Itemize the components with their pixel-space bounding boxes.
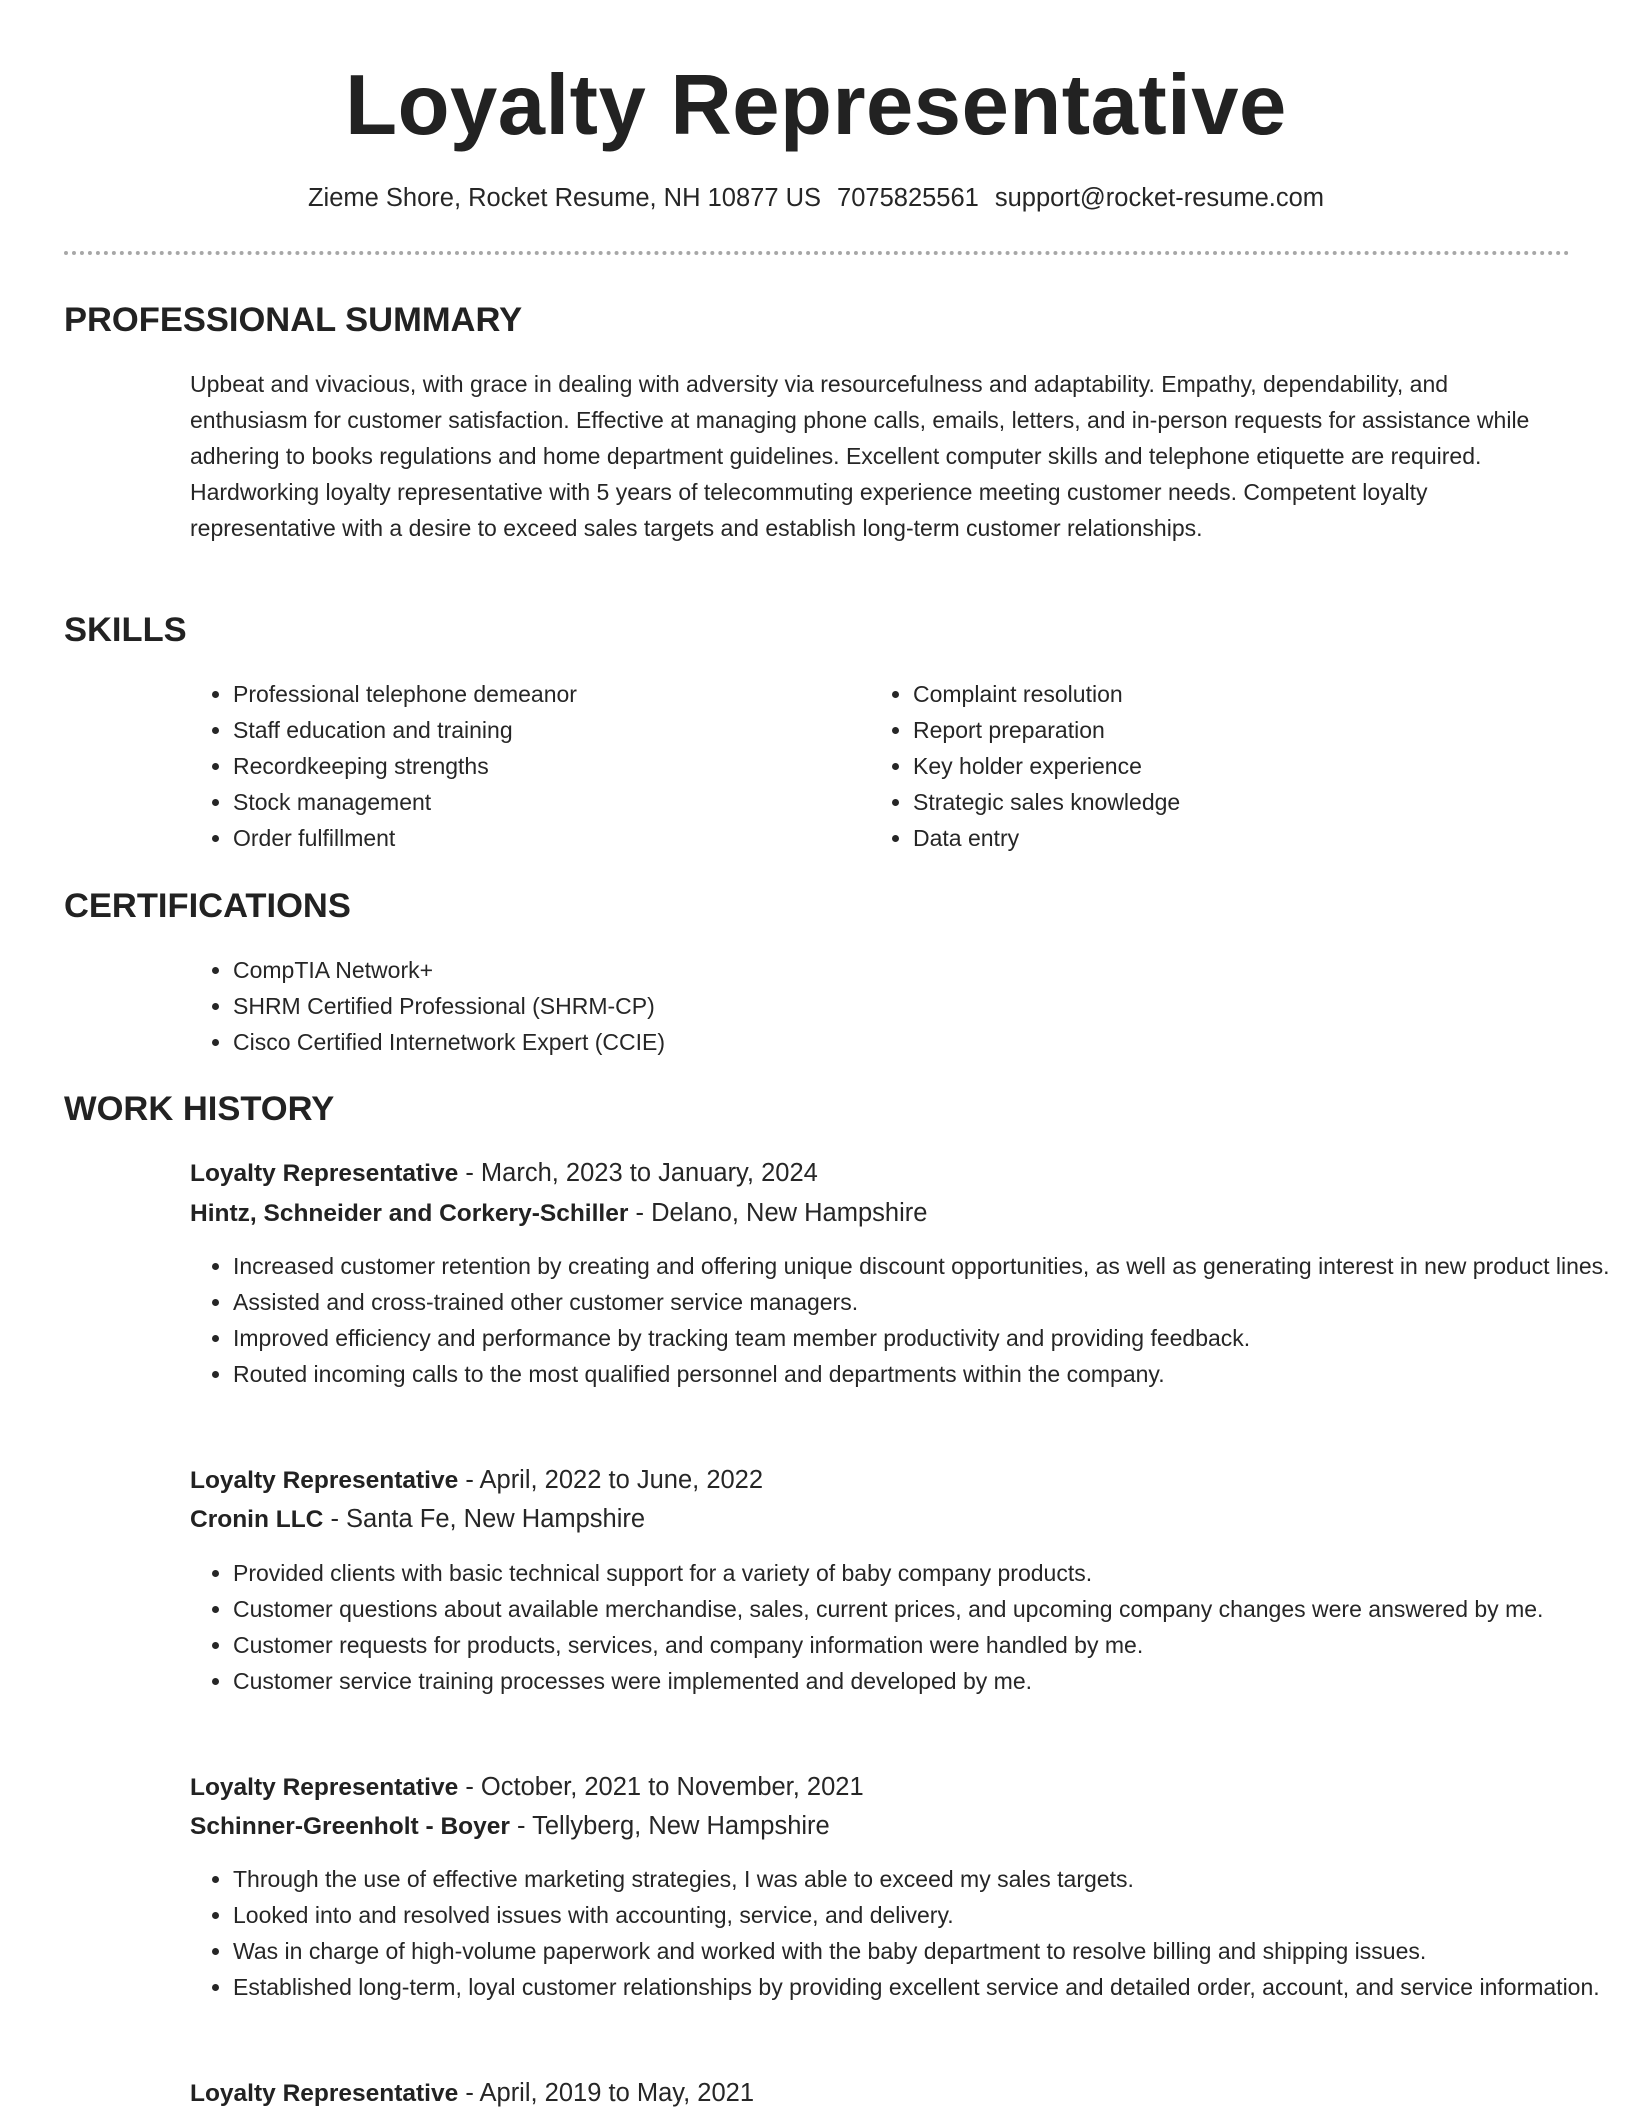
skills-list-left <box>189 676 833 856</box>
skill-item: • Data entry <box>913 820 1513 856</box>
skill-item: • Key holder experience <box>913 748 1513 784</box>
job-role: Loyalty Representative <box>190 2080 459 2107</box>
job-role: Loyalty Representative <box>190 1467 459 1494</box>
skill-item: • Staff education and training <box>233 712 833 748</box>
summary-text: Upbeat and vivacious, with grace in dealing with adversity via resourcefulness and adaptability. Empathy, dependability, and enthusiasm for customer satisfaction. Effective at managing phone calls, emails, letters, and in-person requests for assistance while adhering to books regulations and home department guidelines. Excellent computer skills and telephone etiquette are required. Hardworking loyalty representative with 5 years of telecommuting experience meeting customer needs. Competent loyalty representative with a desire to exceed sales targets and establish long-term customer relationships. <box>190 371 1530 541</box>
job-role: Loyalty Representative <box>190 1774 459 1801</box>
job-title-line <box>190 1461 763 1500</box>
job-dates: - April, 2022 to June, 2022 <box>458 1466 764 1494</box>
job-bullet: • Looked into and resolved issues with accounting, service, and delivery. <box>233 1897 1613 1933</box>
section-title-summary: PROFESSIONAL SUMMARY <box>64 301 523 339</box>
job-company: Cronin LLC <box>190 1506 324 1533</box>
job-bullets <box>189 1248 1613 1392</box>
skill-item: • Report preparation <box>913 712 1513 748</box>
job-bullet: • Assisted and cross-trained other customer service managers. <box>233 1284 1613 1320</box>
job-title-line <box>190 1768 864 1807</box>
job-role: Loyalty Representative <box>190 1160 459 1187</box>
job-bullet: • Customer requests for products, services, and company information were handled by me. <box>233 1627 1613 1663</box>
job-bullet: • Increased customer retention by creating and offering unique discount opportunities, as well as generating interest in new product lines. <box>233 1248 1613 1284</box>
job-bullets <box>189 1555 1613 1699</box>
skill-item: • Stock management <box>233 784 833 820</box>
job-title-line <box>190 1154 818 1193</box>
job-company-line <box>190 1194 927 1233</box>
certification-item: • CompTIA Network+ <box>233 952 1533 988</box>
job-bullet: • Improved efficiency and performance by tracking team member productivity and providing feedback. <box>233 1320 1613 1356</box>
skill-item: • Strategic sales knowledge <box>913 784 1513 820</box>
job-dates: - April, 2019 to May, 2021 <box>458 2079 755 2107</box>
contact-line <box>0 178 1632 218</box>
job-bullet: • Through the use of effective marketing strategies, I was able to exceed my sales targets. <box>233 1861 1613 1897</box>
job-bullet: • Customer questions about available merchandise, sales, current prices, and upcoming company changes were answered by me. <box>233 1591 1613 1627</box>
job-company-line <box>190 1807 830 1846</box>
section-title-skills: SKILLS <box>64 611 187 649</box>
contact-phone: 7075825561 <box>837 184 979 212</box>
section-title-work-history: WORK HISTORY <box>64 1090 335 1128</box>
certification-item: • Cisco Certified Internetwork Expert (CCIE) <box>233 1024 1533 1060</box>
resume-name-heading: Loyalty Representative <box>345 58 1287 153</box>
job-dates: - October, 2021 to November, 2021 <box>458 1773 864 1801</box>
job-bullets <box>189 1861 1613 2005</box>
skills-list-right <box>869 676 1513 856</box>
header-divider <box>64 251 1570 255</box>
job-company: Hintz, Schneider and Corkery-Schiller <box>190 1200 629 1227</box>
contact-email: support@rocket-resume.com <box>994 184 1325 212</box>
job-bullet: • Customer service training processes were implemented and developed by me. <box>233 1663 1613 1699</box>
section-title-certifications: CERTIFICATIONS <box>64 887 351 925</box>
skill-item: • Recordkeeping strengths <box>233 748 833 784</box>
job-bullet: • Provided clients with basic technical support for a variety of baby company products. <box>233 1555 1613 1591</box>
job-location: - Santa Fe, New Hampshire <box>323 1505 646 1533</box>
skill-item: • Order fulfillment <box>233 820 833 856</box>
certifications-list <box>189 952 1533 1060</box>
job-location: - Delano, New Hampshire <box>628 1199 928 1227</box>
skill-item: • Professional telephone demeanor <box>233 676 833 712</box>
job-location: - Tellyberg, New Hampshire <box>509 1812 830 1840</box>
job-bullet: • Was in charge of high-volume paperwork and worked with the baby department to resolve billing and shipping issues. <box>233 1933 1613 1969</box>
job-title-line <box>190 2074 754 2113</box>
certification-item: • SHRM Certified Professional (SHRM-CP) <box>233 988 1533 1024</box>
job-company-line <box>190 1500 645 1539</box>
job-bullet: • Routed incoming calls to the most qualified personnel and departments within the company. <box>233 1356 1613 1392</box>
skill-item: • Complaint resolution <box>913 676 1513 712</box>
job-bullet: • Established long-term, loyal customer relationships by providing excellent service and detailed order, account, and service information. <box>233 1969 1613 2005</box>
job-dates: - March, 2023 to January, 2024 <box>458 1159 818 1187</box>
contact-address: Zieme Shore, Rocket Resume, NH 10877 US <box>307 184 822 212</box>
job-company: Schinner-Greenholt - Boyer <box>190 1813 510 1840</box>
